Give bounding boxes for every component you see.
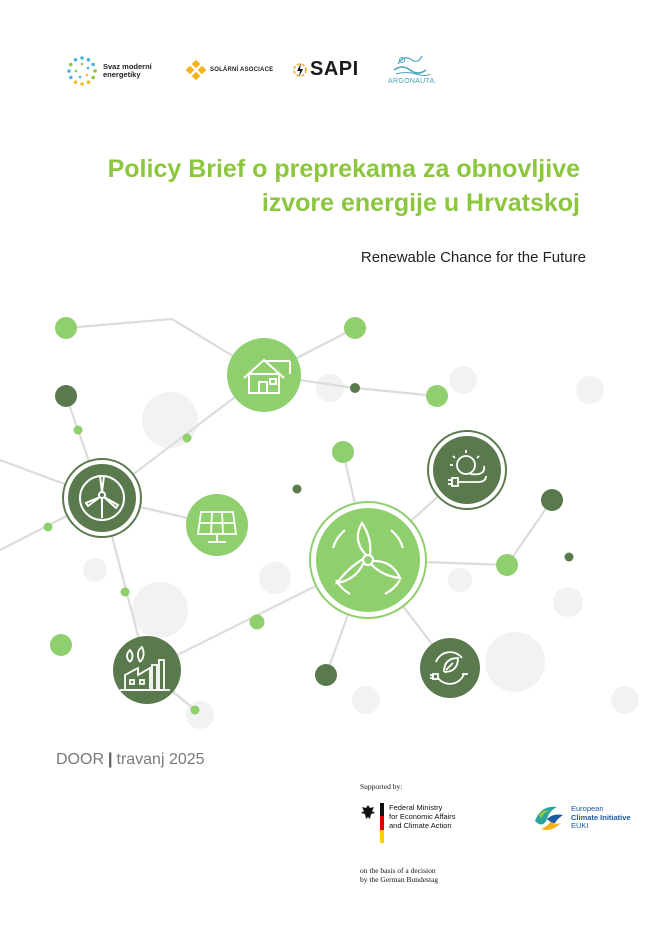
solar-logo-text: SOLÁRNÍ ASOCIACE (210, 67, 274, 73)
german-flag-bar (380, 803, 384, 843)
decision-line-2: by the German Bundestag (360, 875, 439, 884)
euki-line-2: Climate Initiative (571, 812, 631, 822)
sun-plug-node (428, 431, 506, 509)
factory-node (113, 636, 181, 704)
logo-sapi (293, 58, 359, 81)
footer-org-date (56, 751, 205, 769)
german-eagle-icon (360, 803, 376, 823)
wind-turbine-node (63, 459, 141, 537)
energy-network-illustration (0, 290, 657, 730)
footer-date: travanj 2025 (116, 751, 205, 768)
euki-line-3: EUKI (571, 821, 589, 831)
solar-panel-node (186, 494, 248, 556)
smo-dots-icon (66, 55, 98, 87)
footer-separator: | (108, 751, 113, 768)
sapi-bolt-icon (293, 59, 307, 81)
central-wind-turbine-node (310, 502, 426, 618)
footer-org: DOOR (56, 751, 104, 768)
sapi-logo-text: SAPI (310, 58, 359, 80)
smo-logo-text: Svaz moderní energetiky (103, 62, 152, 79)
ministry-line-1: Federal Ministry (389, 803, 443, 812)
logo-solarni-asociace (186, 60, 273, 80)
eco-plug-node (420, 638, 480, 698)
bundestag-decision (360, 866, 438, 884)
argonauta-logo-text: ARGONAUTA. (388, 78, 437, 85)
euki-logo (531, 801, 631, 835)
euki-line-1: European (571, 804, 604, 814)
euki-swirl-icon (531, 801, 567, 835)
supported-by-label: Supported by: (360, 782, 403, 791)
ministry-line-3: and Climate Action (389, 821, 452, 830)
page-title: Policy Brief o preprekama za obnovljive izvore energije u Hrvatskoj (107, 155, 580, 217)
bmwk-logo (360, 803, 456, 843)
logo-argonauta (388, 50, 437, 85)
logo-svaz-moderni-energetiky (66, 55, 163, 87)
ministry-line-2: for Economic Affairs (389, 812, 456, 821)
house-node (227, 338, 301, 412)
argonauta-wave-icon (392, 50, 432, 76)
decision-line-1: on the basis of a decision (360, 866, 436, 875)
solar-asociace-icon (186, 60, 206, 80)
page-subtitle: Renewable Chance for the Future (360, 249, 586, 266)
